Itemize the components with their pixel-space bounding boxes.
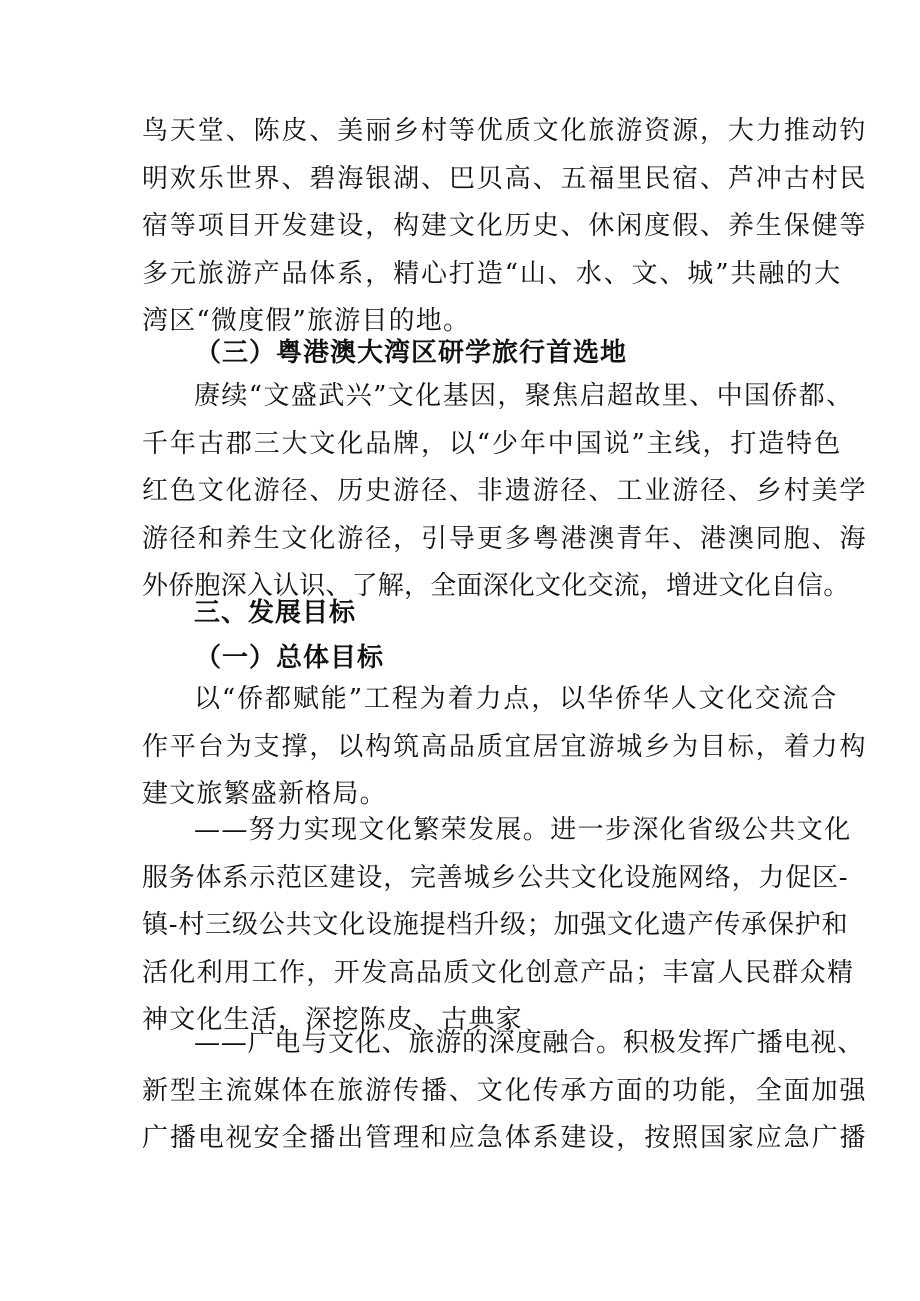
section-heading-development-goals — [194, 590, 834, 638]
heading-text: （一）总体目标 — [195, 643, 385, 673]
text-line: 湾区“微度假”旅游目的地。 — [142, 306, 471, 336]
text-line: 赓续“文盛武兴”文化基因，聚焦启超故里、中国侨都、 — [194, 381, 854, 411]
text-line: 镇-村三级公共文化设施提档升级；加强文化遗产传承保护和 — [142, 910, 849, 940]
paragraph-overall-goal — [142, 676, 868, 819]
paragraph-broadcast-integration — [142, 1020, 868, 1163]
heading-text: 三、发展目标 — [194, 598, 357, 628]
text-line: 广播电视安全播出管理和应急体系建设，按照国家应急广播 — [142, 1123, 868, 1153]
text-line: 神文化生活，深挖陈皮、古典家 — [142, 1005, 523, 1035]
text-line: ——广电与文化、旅游的深度融合。积极发挥广播电视、 — [194, 1028, 865, 1058]
text-line: ——努力实现文化繁荣发展。进一步深化省级公共文化 — [194, 815, 852, 845]
section-heading-study-tour — [195, 330, 835, 378]
text-line: 新型主流媒体在旅游传播、文化传承方面的功能，全面加强 — [142, 1075, 868, 1106]
text-line: 游径和养生文化游径，引导更多粤港澳青年、港澳同胞、海 — [142, 523, 868, 554]
text-line: 建文旅繁盛新格局。 — [142, 779, 387, 809]
paragraph-tourism-resources — [142, 108, 868, 346]
text-line: 多元旅游产品体系，精心打造“山、水、文、城”共融的大 — [142, 258, 842, 289]
paragraph-cultural-routes — [142, 373, 868, 611]
text-line: 明欢乐世界、碧海银湖、巴贝高、五福里民宿、芦冲古村民 — [142, 163, 868, 194]
text-line: 外侨胞深入认识、了解，全面深化文化交流，增进文化自信。 — [142, 571, 850, 601]
text-line: 鸟天堂、陈皮、美丽乡村等优质文化旅游资源，大力推动钓 — [142, 116, 868, 146]
text-line: 红色文化游径、历史游径、非遗游径、工业游径、乡村美学 — [142, 476, 868, 506]
text-line: 千年古郡三大文化品牌，以“少年中国说”主线，打造特色 — [142, 428, 842, 459]
heading-text: （三）粤港澳大湾区研学旅行首选地 — [195, 338, 628, 368]
text-line: 活化利用工作，开发高品质文化创意产品；丰富人民群众精 — [142, 957, 855, 988]
text-line: 作平台为支撑，以构筑高品质宜居宜游城乡为目标，着力构 — [142, 731, 868, 762]
text-line: 服务体系示范区建设，完善城乡公共文化设施网络，力促区- — [142, 862, 849, 893]
text-line: 以“侨都赋能”工程为着力点，以华侨华人文化交流合 — [194, 684, 839, 714]
text-line: 宿等项目开发建设，构建文化历史、休闲度假、养生保健等 — [142, 211, 868, 241]
